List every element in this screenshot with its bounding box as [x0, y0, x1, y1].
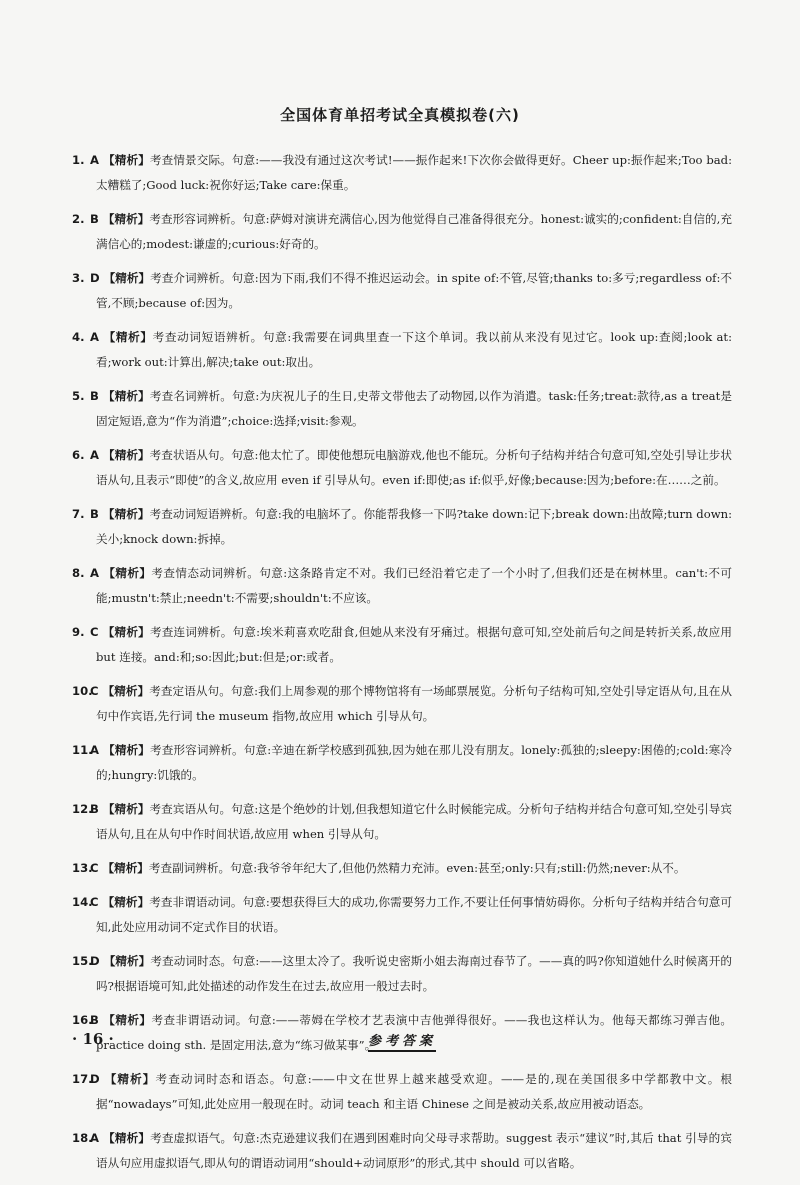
item-text: 考查动词短语辨析。句意:我的电脑坏了。你能帮我修一下吗?take down:记下;break down:出故障;turn down:关小;knock down:拆掉。 — [96, 507, 732, 546]
answer-item — [72, 738, 732, 788]
footer-label — [72, 1030, 732, 1049]
item-text: 考查连词辨析。句意:埃米莉喜欢吃甜食,但她从来没有牙痛过。根据句意可知,空处前后句之间是转折关系,故应用 but 连接。and:和;so:因此;but:但是;or:或者。 — [96, 625, 732, 664]
item-number: 7. — [72, 507, 85, 521]
item-tag: 【精析】 — [102, 625, 150, 639]
answer-item — [72, 561, 732, 611]
footer-label-text: 参考答案 — [368, 1034, 436, 1052]
item-answer: A — [90, 330, 99, 344]
answer-item — [72, 679, 732, 729]
item-number: 14. — [72, 895, 93, 909]
item-number: 17. — [72, 1072, 93, 1086]
item-text: 考查状语从句。句意:他太忙了。即使他想玩电脑游戏,他也不能玩。分析句子结构并结合句意可知,空处引导让步状语从句,且表示“即使”的含义,故应用 even if 引导从句。even if:即使;as if:似乎,好像;because:因为;before:在……之前。 — [96, 448, 732, 487]
item-number: 15. — [72, 954, 93, 968]
answer-item — [72, 1126, 732, 1176]
item-text: 考查动词短语辨析。句意:我需要在词典里查一下这个单词。我以前从来没有见过它。look up:查阅;look at:看;work out:计算出,解决;take out:取出。 — [96, 330, 732, 369]
item-tag: 【精析】 — [102, 389, 150, 403]
item-text: 考查非谓语动词。句意:——蒂姆在学校才艺表演中吉他弹得很好。——我也这样认为。他每天都练习弹吉他。practice doing sth. 是固定用法,意为“练习做某事”。 — [96, 1013, 732, 1052]
item-text: 考查非谓语动词。句意:要想获得巨大的成功,你需要努力工作,不要让任何事情妨碍你。分析句子结构并结合句意可知,此处应用动词不定式作目的状语。 — [96, 895, 732, 934]
item-answer: B — [90, 389, 99, 403]
item-text: 考查情态动词辨析。句意:这条路肯定不对。我们已经沿着它走了一个小时了,但我们还是在树林里。can't:不可能;mustn't:禁止;needn't:不需要;shouldn't:不应该。 — [96, 566, 732, 605]
item-number: 3. — [72, 271, 85, 285]
answer-item — [72, 207, 732, 257]
item-number: 2. — [72, 212, 85, 226]
item-tag: 【精析】 — [103, 954, 151, 968]
item-number: 16. — [72, 1013, 93, 1027]
item-number: 13. — [72, 861, 93, 875]
item-answer: C — [90, 684, 99, 698]
item-answer: C — [90, 625, 99, 639]
item-tag: 【精析】 — [102, 684, 150, 698]
item-text: 考查副词辨析。句意:我爷爷年纪大了,但他仍然精力充沛。even:甚至;only:只有;still:仍然;never:从不。 — [148, 861, 686, 875]
item-text: 考查定语从句。句意:我们上周参观的那个博物馆将有一场邮票展览。分析句子结构可知,空处引导定语从句,且在从句中作宾语,先行词 the museum 指物,故应用 which 引导从句。 — [96, 684, 732, 723]
item-answer: A — [90, 1131, 99, 1145]
page-footer — [72, 1030, 732, 1052]
page-title: 全国体育单招考试全真模拟卷(六) — [280, 106, 520, 124]
item-answer: B — [90, 1013, 99, 1027]
item-answer: C — [90, 895, 99, 909]
item-answer: A — [90, 448, 99, 462]
item-number: 10. — [72, 684, 93, 698]
answer-item — [72, 856, 732, 881]
answer-item — [72, 384, 732, 434]
item-tag: 【精析】 — [102, 153, 150, 167]
item-tag: 【精析】 — [102, 330, 153, 344]
item-text: 考查形容词辨析。句意:萨姆对演讲充满信心,因为他觉得自己准备得很充分。honest:诚实的;confident:自信的,充满信心的;modest:谦虚的;curious:好奇的。 — [96, 212, 732, 251]
item-number: 6. — [72, 448, 85, 462]
item-number: 12. — [72, 802, 93, 816]
answer-item — [72, 949, 732, 999]
item-number: 4. — [72, 330, 85, 344]
item-tag: 【精析】 — [102, 1013, 152, 1027]
item-answer: A — [90, 743, 99, 757]
item-tag: 【精析】 — [102, 448, 150, 462]
item-number: 1. — [72, 153, 85, 167]
item-answer: A — [90, 153, 99, 167]
item-tag: 【精析】 — [102, 1131, 151, 1145]
item-answer: B — [90, 507, 99, 521]
item-text: 考查宾语从句。句意:这是个绝妙的计划,但我想知道它什么时候能完成。分析句子结构并结合句意可知,空处引导宾语从句,且在从句中作时间状语,故应用 when 引导从句。 — [96, 802, 732, 841]
item-answer: B — [90, 802, 99, 816]
item-number: 9. — [72, 625, 85, 639]
item-number: 18. — [72, 1131, 93, 1145]
item-text: 考查介词辨析。句意:因为下雨,我们不得不推迟运动会。in spite of:不管,尽管;thanks to:多亏;regardless of:不管,不顾;because of:因为。 — [96, 271, 732, 310]
page-number: · 16 · — [72, 1030, 114, 1048]
item-answer: C — [90, 861, 99, 875]
answer-item — [72, 1067, 732, 1117]
item-answer: D — [90, 1072, 100, 1086]
answer-item — [72, 148, 732, 198]
item-text: 考查情景交际。句意:——我没有通过这次考试!——振作起来!下次你会做得更好。Cheer up:振作起来;Too bad:太糟糕了;Good luck:祝你好运;Take care:保重。 — [96, 153, 732, 192]
answer-item — [72, 890, 732, 940]
answer-item — [72, 266, 732, 316]
item-number: 8. — [72, 566, 85, 580]
answer-item — [72, 443, 732, 493]
item-tag: 【精析】 — [102, 802, 150, 816]
item-tag: 【精析】 — [102, 743, 150, 757]
item-text: 考查动词时态。句意:——这里太冷了。我听说史密斯小姐去海南过春节了。——真的吗?你知道她什么时候离开的吗?根据语境可知,此处描述的动作发生在过去,故应用一般过去时。 — [96, 954, 732, 993]
answer-item — [72, 797, 732, 847]
item-tag: 【精析】 — [103, 1072, 156, 1086]
item-tag: 【精析】 — [103, 271, 151, 285]
item-tag: 【精析】 — [102, 212, 150, 226]
item-text: 考查动词时态和语态。句意:——中文在世界上越来越受欢迎。——是的,现在美国很多中学都教中文。根据“nowadays”可知,此处应用一般现在时。动词 teach 和主语 Chinese 之间是被动关系,故应用被动语态。 — [96, 1072, 732, 1111]
answer-item — [72, 502, 732, 552]
item-text: 考查虚拟语气。句意:杰克逊建议我们在遇到困难时向父母寻求帮助。suggest 表示“建议”时,其后 that 引导的宾语从句应用虚拟语气,即从句的谓语动词用“should+动词原形”的形式,其中 should 可以省略。 — [96, 1131, 732, 1170]
item-tag: 【精析】 — [102, 566, 152, 580]
item-answer: D — [90, 954, 100, 968]
answer-item — [72, 620, 732, 670]
item-answer: A — [90, 566, 99, 580]
item-answer: B — [90, 212, 99, 226]
item-answer: D — [90, 271, 100, 285]
item-text: 考查名词辨析。句意:为庆祝儿子的生日,史蒂文带他去了动物园,以作为消遣。task:任务;treat:款待,as a treat是固定短语,意为“作为消遣”;choice:选择;visit:参观。 — [96, 389, 732, 428]
item-tag: 【精析】 — [102, 507, 150, 521]
item-number: 11. — [72, 743, 93, 757]
item-tag: 【精析】 — [102, 895, 150, 909]
item-number: 5. — [72, 389, 85, 403]
answer-item — [72, 325, 732, 375]
item-text: 考查形容词辨析。句意:辛迪在新学校感到孤独,因为她在那儿没有朋友。lonely:孤独的;sleepy:困倦的;cold:寒冷的;hungry:饥饿的。 — [96, 743, 732, 782]
item-tag: 【精析】 — [102, 861, 149, 875]
